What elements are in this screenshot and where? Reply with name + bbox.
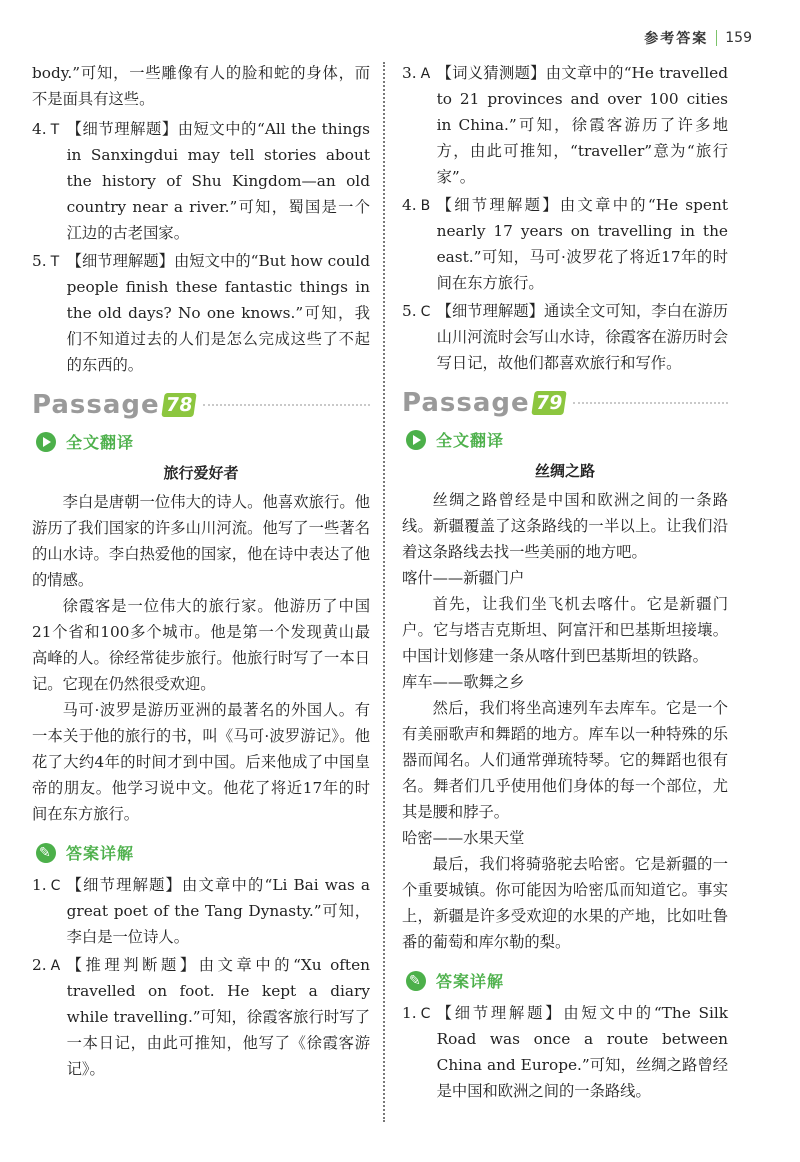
header-divider xyxy=(716,30,717,46)
dotted-rule xyxy=(573,402,728,404)
answer-number: 5. C xyxy=(402,298,437,376)
continued-answer-text: body.”可知，一些雕像有人的脸和蛇的身体，而不是面具有这些。 xyxy=(32,64,370,108)
answer-explanation: 【细节理解题】由文章中的“He spent nearly 17 years on travelling in the east.”可知，马可·波罗花了将近17年的时间在东方旅行。 xyxy=(436,196,728,292)
answer-item xyxy=(402,1000,728,1104)
answer-explanation: 【细节理解题】由短文中的“The Silk Road was once a route between China and Europe.”可知，丝绸之路曾经是中国和欧洲之间的一条路线。 xyxy=(436,1004,728,1100)
translation-section-header xyxy=(406,428,728,451)
play-icon xyxy=(406,430,426,450)
answer-item xyxy=(402,298,728,376)
answer-number: 1. C xyxy=(402,1000,437,1104)
answer-explanation: 【推理判断题】由文章中的“Xu often travelled on foot. He kept a diary while travelling.”可知，徐霞客旅行时写了一本日记，由此可推知，他写了《徐霞客游记》。 xyxy=(66,956,370,1078)
answer-explanation: 【细节理解题】由文章中的“Li Bai was a great poet of the Tang Dynasty.”可知，李白是一位诗人。 xyxy=(66,876,370,946)
translation-subheading: 库车——歌舞之乡 xyxy=(402,673,525,691)
answer-number: 4. T xyxy=(32,116,67,246)
section-title: 参考答案 xyxy=(644,31,709,47)
answer-explanation: 【细节理解题】通读全文可知，李白在游历山川河流时会写山水诗，徐霞客在游历时会写日记，故他们都喜欢旅行和写作。 xyxy=(436,302,728,372)
passage-number-badge: 79 xyxy=(531,391,567,415)
translation-title: 旅行爱好者 xyxy=(163,464,239,482)
translation-paragraph: 马可·波罗是游历亚洲的最著名的外国人。有一本关于他的旅行的书，叫《马可·波罗游记》。他花了大约4年的时间才到中国。后来他成了中国皇帝的朋友。他学习说中文。他花了将近17年的时间在东方旅行。 xyxy=(32,701,370,823)
answer-explanation: 【词义猜测题】由文章中的“He travelled to 21 provinces and over 100 cities in China.”可知，徐霞客游历了许多地方，由此可推知，“traveller”意为“旅行家”。 xyxy=(436,64,728,186)
translation-paragraph: 最后，我们将骑骆驼去哈密。它是新疆的一个重要城镇。你可能因为哈密瓜而知道它。事实上，新疆是许多受欢迎的水果的产地，比如吐鲁番的葡萄和库尔勒的梨。 xyxy=(402,855,728,951)
answer-choice: B xyxy=(420,198,431,214)
page-number: 159 xyxy=(725,30,752,46)
translation-paragraph: 丝绸之路曾经是中国和欧洲之间的一条路线。新疆覆盖了这条路线的一半以上。让我们沿着这条路线去找一些美丽的地方吧。 xyxy=(402,491,728,561)
answer-item xyxy=(32,248,370,378)
answer-choice: T xyxy=(50,122,60,138)
answer-item xyxy=(32,952,370,1082)
pen-icon xyxy=(406,971,426,991)
translation-label: 全文翻译 xyxy=(66,433,135,452)
column-divider xyxy=(383,62,385,1122)
answer-choice: T xyxy=(50,254,60,270)
answer-number: 3. A xyxy=(402,60,437,190)
passage-heading xyxy=(32,390,370,420)
answer-number: 2. A xyxy=(32,952,67,1082)
translation-label: 全文翻译 xyxy=(436,431,505,450)
page-header xyxy=(644,28,752,48)
answer-choice: C xyxy=(50,878,61,894)
translation-section-header xyxy=(36,430,370,453)
translation-paragraph: 徐霞客是一位伟大的旅行家。他游历了中国21个省和100多个城市。他是第一个发现黄山最高峰的人。徐经常徒步旅行。他旅行时写了一本日记。它现在仍然很受欢迎。 xyxy=(32,597,370,693)
passage-label: Passage xyxy=(32,390,160,420)
answer-choice: C xyxy=(420,1006,431,1022)
translation-subheading: 喀什——新疆门户 xyxy=(402,569,525,587)
answers-label: 答案详解 xyxy=(436,972,505,991)
pen-icon xyxy=(36,843,56,863)
passage-heading xyxy=(402,388,728,418)
answers-section-header xyxy=(406,969,728,992)
answer-item xyxy=(32,116,370,246)
dotted-rule xyxy=(203,404,370,406)
right-column xyxy=(402,60,728,1106)
answer-number: 4. B xyxy=(402,192,437,296)
answers-label: 答案详解 xyxy=(66,844,135,863)
play-icon xyxy=(36,432,56,452)
left-column xyxy=(32,60,370,1084)
answer-explanation: 【细节理解题】由短文中的“All the things in Sanxingdui may tell stories about the history of Shu Kingdom—an old country near a river.”可知，蜀国是一个江边的古老国家。 xyxy=(66,120,370,242)
answer-choice: C xyxy=(420,304,431,320)
answer-explanation: 【细节理解题】由短文中的“But how could people finish these fantastic things in the old days? No one knows.”可知，我们不知道过去的人们是怎么完成这些了不起的东西的。 xyxy=(66,252,370,374)
answers-section-header xyxy=(36,841,370,864)
answer-number: 5. T xyxy=(32,248,67,378)
passage-label: Passage xyxy=(402,388,530,418)
answer-choice: A xyxy=(420,66,431,82)
translation-paragraph: 然后，我们将坐高速列车去库车。它是一个有美丽歌声和舞蹈的地方。库车以一种特殊的乐器而闻名。人们通常弹琉特琴。它的舞蹈也很有名。舞者们几乎使用他们身体的每一个部位，尤其是腰和脖子。 xyxy=(402,699,728,821)
answer-number: 1. C xyxy=(32,872,67,950)
passage-number-badge: 78 xyxy=(161,393,197,417)
translation-title: 丝绸之路 xyxy=(534,462,595,480)
translation-paragraph: 李白是唐朝一位伟大的诗人。他喜欢旅行。他游历了我们国家的许多山川河流。他写了一些著名的山水诗。李白热爱他的国家，他在诗中表达了他的情感。 xyxy=(32,493,370,589)
answer-item xyxy=(402,60,728,190)
translation-paragraph: 首先，让我们坐飞机去喀什。它是新疆门户。它与塔吉克斯坦、阿富汗和巴基斯坦接壤。中国计划修建一条从喀什到巴基斯坦的铁路。 xyxy=(402,595,728,665)
translation-subheading: 哈密——水果天堂 xyxy=(402,829,525,847)
answer-choice: A xyxy=(50,958,61,974)
answer-item xyxy=(32,872,370,950)
answer-item xyxy=(402,192,728,296)
